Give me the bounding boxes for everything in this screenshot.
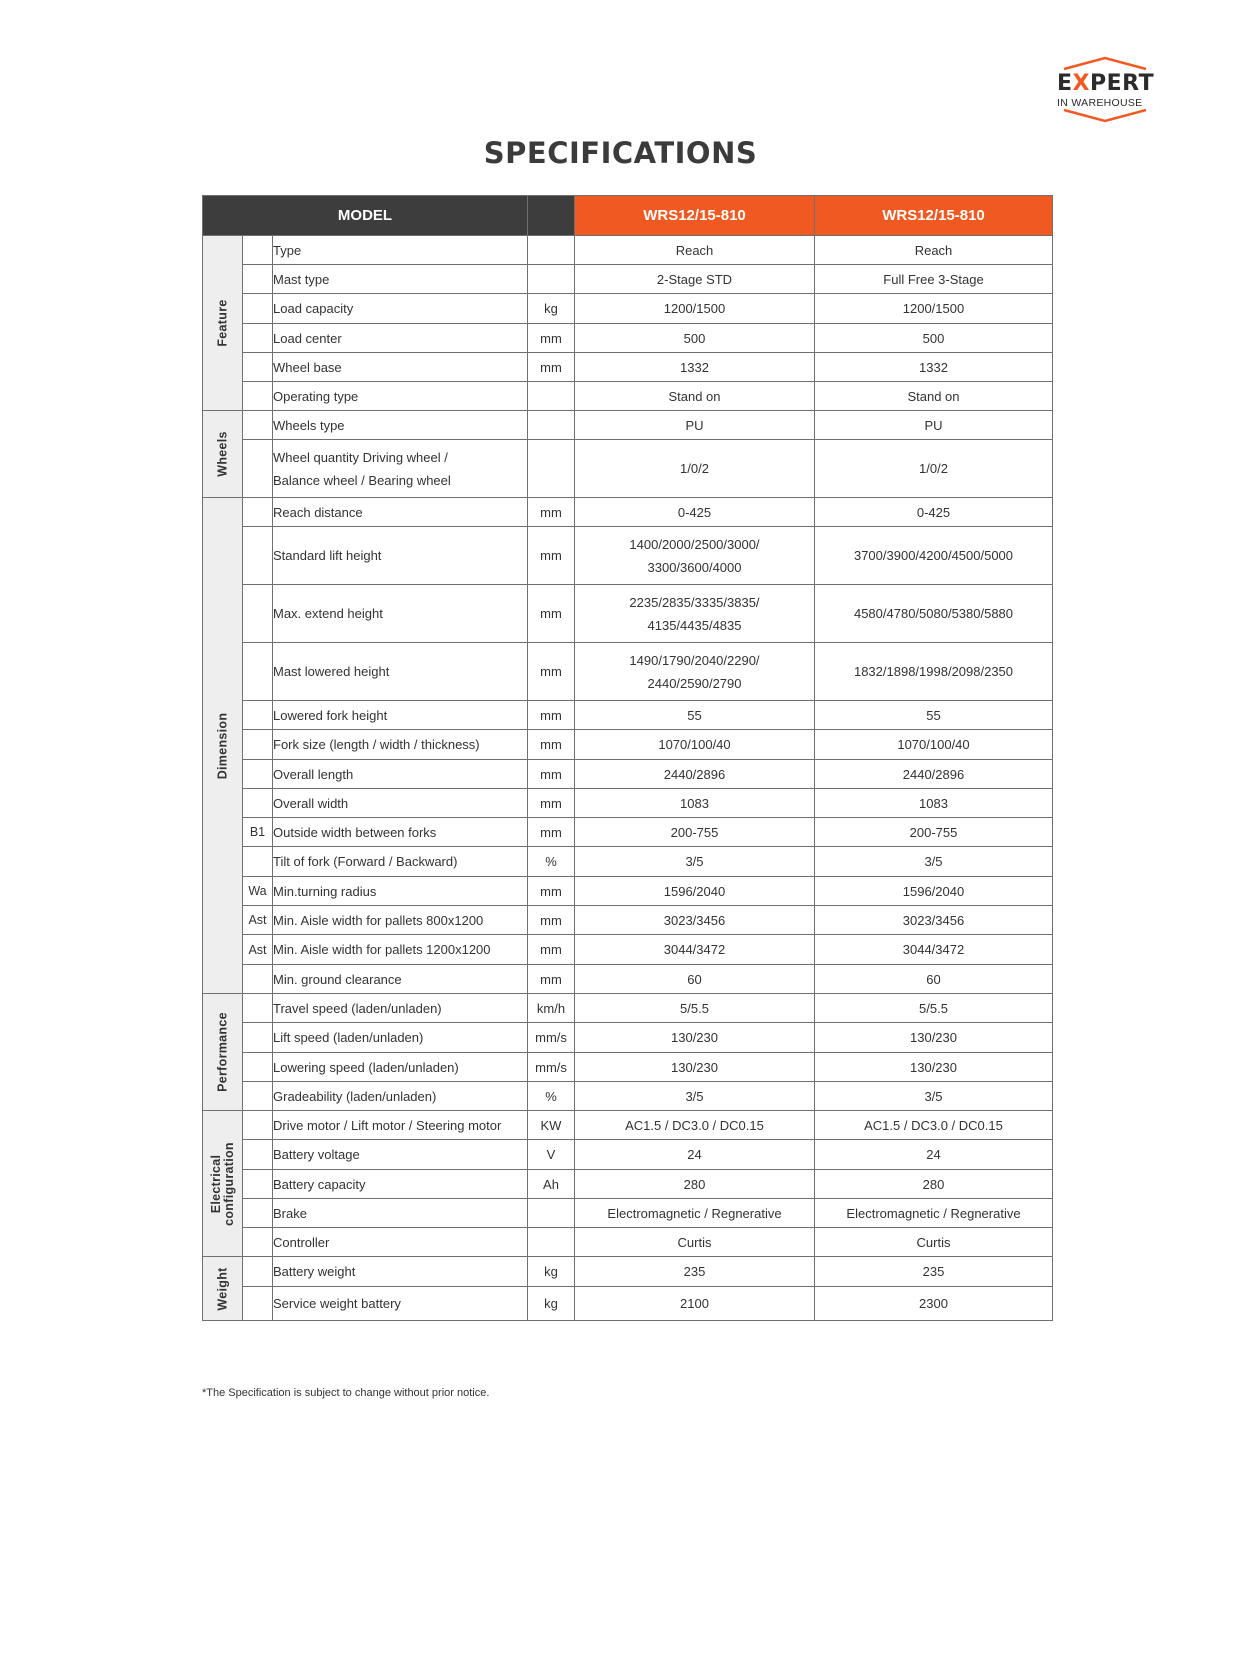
row-unit: mm [528,877,575,906]
group-label-cell [203,498,243,994]
table-row [203,411,1053,440]
row-parameter: Wheels type [273,411,528,440]
table-body [203,236,1053,1321]
row-parameter: Service weight battery [273,1287,528,1321]
table-row [203,877,1053,906]
row-code [243,1170,273,1199]
model-2-header: WRS12/15-810 [815,196,1053,236]
group-label: Feature [215,299,229,347]
row-code: B1 [243,818,273,847]
row-code [243,1228,273,1257]
row-parameter: Lift speed (laden/unladen) [273,1023,528,1053]
row-parameter: Outside width between forks [273,818,528,847]
row-value-model-1: 1400/2000/2500/3000/ 3300/3600/4000 [575,527,815,585]
row-parameter: Max. extend height [273,585,528,643]
row-value-model-2: 4580/4780/5080/5380/5880 [815,585,1053,643]
row-unit: Ah [528,1170,575,1199]
table-row [203,294,1053,324]
row-parameter: Wheel base [273,353,528,382]
row-code [243,789,273,818]
row-parameter: Load capacity [273,294,528,324]
row-unit: mm [528,906,575,935]
row-parameter: Fork size (length / width / thickness) [273,730,528,760]
row-value-model-2: Full Free 3-Stage [815,265,1053,294]
row-unit: mm [528,585,575,643]
row-unit [528,382,575,411]
row-parameter: Type [273,236,528,265]
row-unit: kg [528,1257,575,1287]
row-code [243,643,273,701]
row-value-model-2: 1/0/2 [815,440,1053,498]
row-parameter: Min. Aisle width for pallets 1200x1200 [273,935,528,965]
row-value-model-1: 24 [575,1140,815,1170]
row-unit: kg [528,1287,575,1321]
row-unit: mm [528,701,575,730]
row-value-model-1: Curtis [575,1228,815,1257]
table-row [203,701,1053,730]
row-value-model-2: Curtis [815,1228,1053,1257]
table-row [203,730,1053,760]
row-parameter: Battery capacity [273,1170,528,1199]
row-value-model-2: Electromagnetic / Regnerative [815,1199,1053,1228]
row-value-model-1: 1/0/2 [575,440,815,498]
table-row [203,1170,1053,1199]
row-code [243,1111,273,1140]
row-code [243,847,273,877]
row-code [243,1199,273,1228]
row-parameter: Overall width [273,789,528,818]
row-code [243,585,273,643]
table-row [203,236,1053,265]
row-unit: mm [528,498,575,527]
row-value-model-1: 2100 [575,1287,815,1321]
row-unit [528,440,575,498]
row-unit: mm [528,965,575,994]
row-value-model-2: 3/5 [815,847,1053,877]
row-value-model-2: 0-425 [815,498,1053,527]
table-row [203,585,1053,643]
row-unit: mm [528,789,575,818]
row-unit: mm/s [528,1053,575,1082]
row-value-model-1: Reach [575,236,815,265]
row-value-model-1: 3/5 [575,1082,815,1111]
row-value-model-2: 2440/2896 [815,760,1053,789]
row-unit: mm/s [528,1023,575,1053]
row-value-model-2: 3700/3900/4200/4500/5000 [815,527,1053,585]
row-code [243,440,273,498]
row-parameter: Overall length [273,760,528,789]
row-parameter: Load center [273,324,528,353]
row-value-model-1: 130/230 [575,1023,815,1053]
table-row [203,965,1053,994]
row-unit: km/h [528,994,575,1023]
table-row [203,818,1053,847]
row-value-model-2: 3044/3472 [815,935,1053,965]
row-unit: kg [528,294,575,324]
row-value-model-1: 280 [575,1170,815,1199]
row-unit [528,1199,575,1228]
row-parameter: Min. Aisle width for pallets 800x1200 [273,906,528,935]
row-value-model-2: Stand on [815,382,1053,411]
row-value-model-1: 55 [575,701,815,730]
row-unit: mm [528,643,575,701]
row-value-model-2: 500 [815,324,1053,353]
table-row [203,324,1053,353]
table-row [203,1140,1053,1170]
row-value-model-2: 1332 [815,353,1053,382]
row-value-model-1: 3/5 [575,847,815,877]
row-value-model-2: 1083 [815,789,1053,818]
table-row [203,1082,1053,1111]
table-header-row [203,196,1053,236]
row-value-model-2: 1596/2040 [815,877,1053,906]
row-parameter: Lowering speed (laden/unladen) [273,1053,528,1082]
row-value-model-2: 3023/3456 [815,906,1053,935]
row-code: Ast [243,906,273,935]
logo-wordmark: EXPERT [1057,71,1155,96]
table-row [203,906,1053,935]
row-code [243,382,273,411]
row-code: Ast [243,935,273,965]
row-code [243,730,273,760]
row-code [243,994,273,1023]
row-value-model-2: AC1.5 / DC3.0 / DC0.15 [815,1111,1053,1140]
row-unit [528,1228,575,1257]
row-code [243,1082,273,1111]
group-label-cell [203,236,243,411]
row-value-model-2: 130/230 [815,1053,1053,1082]
row-parameter: Controller [273,1228,528,1257]
row-value-model-1: PU [575,411,815,440]
row-value-model-1: 500 [575,324,815,353]
row-unit: mm [528,353,575,382]
row-value-model-1: 3044/3472 [575,935,815,965]
row-parameter: Battery voltage [273,1140,528,1170]
table-row [203,353,1053,382]
row-value-model-2: 130/230 [815,1023,1053,1053]
row-value-model-2: 5/5.5 [815,994,1053,1023]
row-unit: mm [528,527,575,585]
row-code [243,1023,273,1053]
table-row [203,1287,1053,1321]
row-code [243,527,273,585]
row-code [243,965,273,994]
row-code [243,1257,273,1287]
row-code [243,1140,273,1170]
table-row [203,760,1053,789]
row-value-model-1: 5/5.5 [575,994,815,1023]
row-unit: V [528,1140,575,1170]
row-code [243,1287,273,1321]
row-unit: % [528,847,575,877]
row-parameter: Reach distance [273,498,528,527]
row-value-model-2: 24 [815,1140,1053,1170]
row-parameter: Tilt of fork (Forward / Backward) [273,847,528,877]
row-code [243,294,273,324]
row-value-model-1: 2440/2896 [575,760,815,789]
row-value-model-2: 280 [815,1170,1053,1199]
row-parameter: Drive motor / Lift motor / Steering motor [273,1111,528,1140]
row-value-model-1: 1200/1500 [575,294,815,324]
row-unit: mm [528,818,575,847]
row-value-model-1: 1083 [575,789,815,818]
row-code [243,265,273,294]
table-row [203,440,1053,498]
row-code [243,1053,273,1082]
row-parameter: Lowered fork height [273,701,528,730]
row-value-model-1: Electromagnetic / Regnerative [575,1199,815,1228]
row-parameter: Battery weight [273,1257,528,1287]
row-value-model-2: 1832/1898/1998/2098/2350 [815,643,1053,701]
row-value-model-1: 0-425 [575,498,815,527]
group-label-cell [203,411,243,498]
group-label: Weight [215,1266,229,1311]
model-header: MODEL [203,196,528,236]
row-parameter: Mast type [273,265,528,294]
row-parameter: Min. ground clearance [273,965,528,994]
row-code [243,324,273,353]
table-row [203,498,1053,527]
row-value-model-1: Stand on [575,382,815,411]
table-row [203,1228,1053,1257]
row-unit [528,236,575,265]
row-code: Wa [243,877,273,906]
row-code [243,760,273,789]
table-row [203,847,1053,877]
logo-subline: IN WAREHOUSE [1057,97,1143,109]
row-unit: mm [528,730,575,760]
row-parameter: Min.turning radius [273,877,528,906]
group-label-cell [203,1111,243,1257]
row-value-model-1: 3023/3456 [575,906,815,935]
page-title: SPECIFICATIONS [483,136,758,170]
row-parameter: Wheel quantity Driving wheel / Balance wheel / Bearing wheel [273,440,528,498]
row-value-model-2: 1070/100/40 [815,730,1053,760]
table-row [203,1023,1053,1053]
row-value-model-1: 1070/100/40 [575,730,815,760]
row-parameter: Travel speed (laden/unladen) [273,994,528,1023]
table-row [203,527,1053,585]
row-value-model-2: 1200/1500 [815,294,1053,324]
row-value-model-1: 2-Stage STD [575,265,815,294]
row-unit: mm [528,324,575,353]
table-row [203,382,1053,411]
group-label: Performance [215,1012,229,1092]
table-row [203,1111,1053,1140]
row-value-model-1: 1596/2040 [575,877,815,906]
row-code [243,498,273,527]
table-row [203,643,1053,701]
model-1-header: WRS12/15-810 [575,196,815,236]
row-value-model-2: Reach [815,236,1053,265]
table-row [203,789,1053,818]
row-unit: mm [528,760,575,789]
row-value-model-1: 235 [575,1257,815,1287]
row-unit [528,411,575,440]
table-row [203,1257,1053,1287]
table-row [203,935,1053,965]
row-value-model-1: 130/230 [575,1053,815,1082]
row-value-model-1: 1332 [575,353,815,382]
specifications-table [202,195,1053,1321]
row-parameter: Brake [273,1199,528,1228]
group-label: Electrical configuration [208,1141,236,1226]
row-value-model-2: 2300 [815,1287,1053,1321]
row-value-model-2: 235 [815,1257,1053,1287]
row-value-model-2: 200-755 [815,818,1053,847]
row-unit: KW [528,1111,575,1140]
row-value-model-1: 1490/1790/2040/2290/ 2440/2590/2790 [575,643,815,701]
table-row [203,994,1053,1023]
row-value-model-2: 60 [815,965,1053,994]
unit-header [528,196,575,236]
group-label-cell [203,1257,243,1321]
row-value-model-1: 60 [575,965,815,994]
table-row [203,1053,1053,1082]
table-row [203,265,1053,294]
group-label-cell [203,994,243,1111]
row-parameter: Standard lift height [273,527,528,585]
row-code [243,236,273,265]
row-parameter: Operating type [273,382,528,411]
row-code [243,411,273,440]
group-label: Dimension [215,712,229,779]
brand-logo [1050,56,1160,126]
row-unit: mm [528,935,575,965]
row-code [243,353,273,382]
row-unit: % [528,1082,575,1111]
row-value-model-2: PU [815,411,1053,440]
group-label: Wheels [215,431,229,477]
table-row [203,1199,1053,1228]
row-value-model-1: 200-755 [575,818,815,847]
row-value-model-1: AC1.5 / DC3.0 / DC0.15 [575,1111,815,1140]
row-unit [528,265,575,294]
row-value-model-2: 3/5 [815,1082,1053,1111]
row-value-model-2: 55 [815,701,1053,730]
row-parameter: Mast lowered height [273,643,528,701]
row-code [243,701,273,730]
footnote: *The Specification is subject to change without prior notice. [202,1387,490,1399]
row-value-model-1: 2235/2835/3335/3835/ 4135/4435/4835 [575,585,815,643]
row-parameter: Gradeability (laden/unladen) [273,1082,528,1111]
